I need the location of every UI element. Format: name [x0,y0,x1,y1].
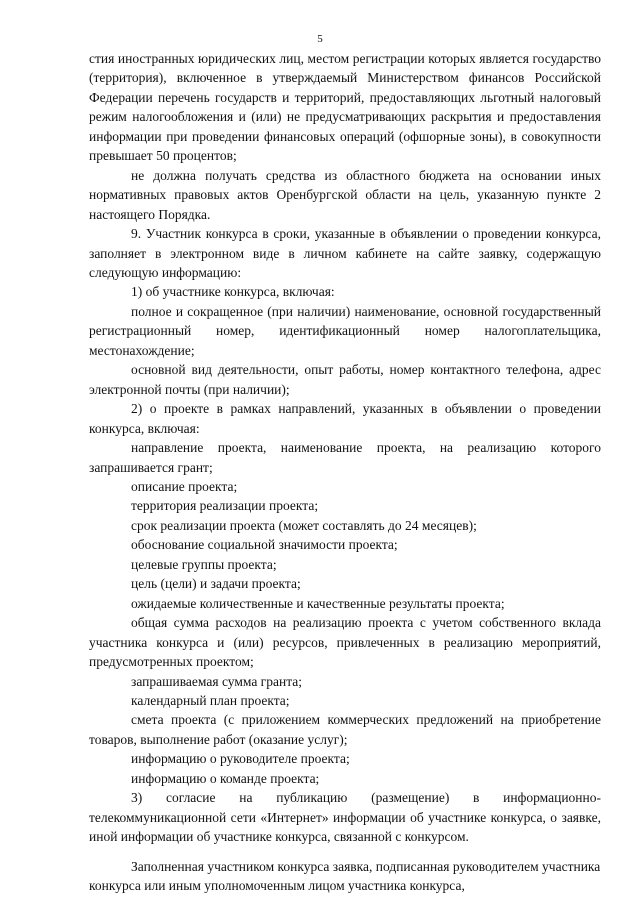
paragraph-no-budget-funds: не должна получать средства из областного бюджета на основании иных нормативных правовых актов Оренбургской области на цель, указанную пункте 2 настоящего Порядка. [89,167,601,222]
paragraph-item-2: 2) о проекте в рамках направлений, указанных в объявлении о проведении конкурса, включая: [89,401,601,436]
paragraph-grant-amount: запрашиваемая сумма гранта; [131,673,302,689]
paragraph-full-name: полное и сокращенное (при наличии) наименование, основной государственный регистрационный номер, идентификационный номер налогоплательщика, местонахождение; [89,303,601,358]
document-body [89,49,601,895]
paragraph-project-team: информацию о команде проекта; [131,770,320,786]
paragraph-total-expenses: общая сумма расходов на реализацию проекта с учетом собственного вклада участника конкурса и (или) ресурсов, привлеченных в реализацию мероприятий, предусмотренных проектом; [89,615,601,670]
paragraph-expected-results: ожидаемые количественные и качественные результаты проекта; [131,595,505,611]
paragraph-offshore-continuation: стия иностранных юридических лиц, местом регистрации которых является государство (территория), включенное в утверждаемый Министерством финансов Российской Федерации перечень государств и территорий, предоставляющих льготный налоговый режим налогообложения и (или) не предусматривающих раскрытия и предоставления информации при проведении финансовых операций (офшорные зоны), в совокупности превышает 50 процентов; [89,51,601,164]
paragraph-project-term: срок реализации проекта (может составлять до 24 месяцев); [131,517,477,533]
paragraph-social-significance: обоснование социальной значимости проекта; [131,537,398,553]
paragraph-project-description: описание проекта; [131,478,238,494]
paragraph-item-1: 1) об участнике конкурса, включая: [131,284,335,300]
paragraph-goals: цель (цели) и задачи проекта; [131,576,301,592]
paragraph-calendar-plan: календарный план проекта; [131,692,290,708]
paragraph-completed-application: Заполненная участником конкурса заявка, подписанная руководителем участника конкурса или иным уполномоченным лицом участника конкурса, [89,858,601,894]
paragraph-clause-9: 9. Участник конкурса в сроки, указанные в объявлении о проведении конкурса, заполняет в электронном виде в личном кабинете на сайте заявку, содержащую следующую информацию: [89,226,601,280]
paragraph-estimate: смета проекта (с приложением коммерческих предложений на приобретение товаров, выполнение работ (оказание услуг); [89,712,601,747]
paragraph-project-leader: информацию о руководителе проекта; [131,751,350,767]
paragraph-project-direction: направление проекта, наименование проекта, на реализацию которого запрашивается грант; [89,440,601,475]
paragraph-project-territory: территория реализации проекта; [131,498,319,514]
paragraph-target-groups: целевые группы проекта; [131,556,277,572]
paragraph-item-3-consent: 3) согласие на публикацию (размещение) в информационно-телекоммуникационной сети «Интернет» информации об участнике конкурса, о заявке, иной информации об участнике конкурса, связанной с конкурсом. [89,790,601,845]
page-number: 5 [317,33,323,45]
paragraph-main-activity: основной вид деятельности, опыт работы, номер контактного телефона, адрес электронной почты (при наличии); [89,362,601,397]
